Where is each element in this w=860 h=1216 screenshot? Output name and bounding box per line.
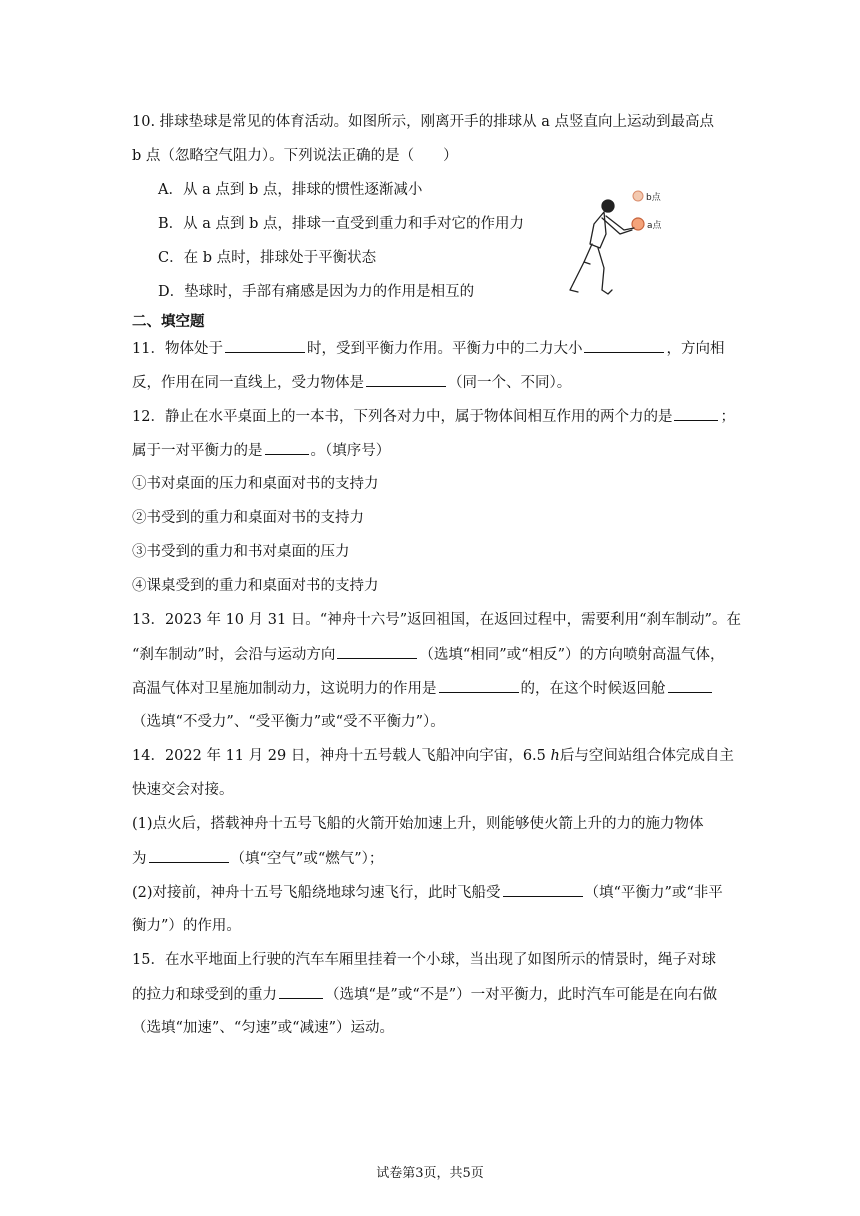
q13-text-2a: “刹车制动”时，会沿与运动方向 (132, 647, 336, 663)
q14-duration-value: 6.5 (522, 748, 546, 764)
q15-line2 (132, 984, 717, 1005)
q14-blank-1 (149, 848, 229, 863)
q12-text-1a: 12．静止在水平桌面上的一本书，下列各对力中，属于物体间相互作用的两个力的是 (132, 409, 673, 425)
q11-text-1c: ，方向相 (666, 341, 725, 357)
q11-line2 (132, 372, 571, 393)
q12-line2 (132, 440, 390, 461)
q14-part2-line2: 衡力”）的作用。 (132, 918, 241, 934)
q13-text-2b: （选填“相同”或“相反”）的方向喷射高温气体， (419, 647, 725, 663)
q11-text-1b: 时，受到平衡力作用。平衡力中的二力大小 (306, 341, 583, 357)
q14-part2-line1 (132, 882, 723, 903)
q15-line3: （选填“加速”、“匀速”或“减速”）运动。 (132, 1020, 394, 1036)
q10-option-b: B．从 a 点到 b 点，排球一直受到重力和手对它的作用力 (158, 216, 525, 232)
q15-text-2b: （选填“是”或“不是”）一对平衡力，此时汽车可能是在向右做 (325, 987, 718, 1003)
q10-stem-line2: b 点（忽略空气阻力）。下列说法正确的是（ ） (132, 148, 458, 164)
q12-item-4: ④课桌受到的重力和桌面对书的支持力 (132, 578, 379, 594)
q15-text-2a: 的拉力和球受到的重力 (132, 987, 277, 1003)
q10-option-d: D．垫球时，手部有痛感是因为力的作用是相互的 (158, 284, 475, 300)
q11-text-1a: 11．物体处于 (132, 341, 223, 357)
page-footer: 试卷第3页，共5页 (376, 1166, 484, 1181)
q12-line1 (132, 406, 735, 427)
q14-part1-line2 (132, 848, 383, 869)
q13-line3 (132, 678, 714, 699)
q13-blank-2 (439, 678, 519, 693)
ball-b-icon (633, 191, 643, 201)
q12-text-2b: 。（填序号） (310, 443, 391, 459)
q14-text-1a: 14．2022 年 11 月 29 日，神舟十五号载人飞船冲向宇宙， (132, 748, 523, 764)
q14-text-p2a: (2)对接前，神舟十五号飞船绕地球匀速飞行，此时飞船受 (132, 885, 501, 901)
q15-blank-1 (279, 984, 323, 999)
q15-line1: 15．在水平地面上行驶的汽车车厢里挂着一个小球，当出现了如图所示的情景时，绳子对球 (132, 952, 716, 968)
section-heading-fill-blank: 二、填空题 (132, 314, 205, 330)
q13-line2 (132, 644, 724, 665)
q12-item-2: ②书受到的重力和桌面对书的支持力 (132, 510, 364, 526)
q14-duration-unit: h (550, 748, 560, 764)
q13-blank-1 (337, 644, 417, 659)
q13-text-3b: 的，在这个时候返回舱 (520, 681, 666, 697)
q13-line1: 13．2023 年 10 月 31 日。“神舟十六号”返回祖国，在返回过程中，需要利用“刹车制动”。在 (132, 612, 741, 628)
q14-text-p1c: （填“空气”或“燃气”）； (230, 851, 384, 867)
figure-label-a: a点 (647, 221, 662, 231)
q14-line2: 快速交会对接。 (132, 782, 234, 798)
q14-text-p1b: 为 (132, 851, 147, 867)
q12-text-1b: ； (720, 409, 735, 425)
q10-option-a: A．从 a 点到 b 点，排球的惯性逐渐减小 (158, 182, 423, 198)
q14-part1-line1: (1)点火后，搭载神舟十五号飞船的火箭开始加速上升，则能够使火箭上升的力的施力物体 (132, 816, 704, 832)
q11-line1 (132, 338, 724, 359)
player-silhouette (570, 200, 634, 294)
q11-text-2b: （同一个、不同）。 (448, 375, 572, 391)
q12-text-2a: 属于一对平衡力的是 (132, 443, 263, 459)
q13-line4: （选填“不受力”、“受平衡力”或“受不平衡力”）。 (132, 714, 445, 730)
q11-blank-3 (366, 372, 446, 387)
q11-blank-1 (225, 338, 305, 353)
q13-text-3a: 高温气体对卫星施加制动力，这说明力的作用是 (132, 681, 437, 697)
q13-blank-3 (668, 678, 712, 693)
q14-text-1b: 后与空间站组合体完成自主 (559, 748, 734, 764)
q14-text-p2b: （填“平衡力”或“非平 (584, 885, 723, 901)
q10-stem-line1: 10. 排球垫球是常见的体育活动。如图所示，刚离开手的排球从 a 点竖直向上运动到最高点 (132, 114, 715, 130)
figure-label-b: b点 (646, 193, 661, 203)
volleyball-player-figure (568, 178, 678, 300)
q10-option-c: C．在 b 点时，排球处于平衡状态 (158, 250, 377, 266)
q12-item-3: ③书受到的重力和书对桌面的压力 (132, 544, 350, 560)
q14-line1 (132, 746, 734, 766)
q11-text-2a: 反，作用在同一直线上，受力物体是 (132, 375, 364, 391)
q14-blank-2 (503, 882, 583, 897)
q12-item-1: ①书对桌面的压力和桌面对书的支持力 (132, 476, 379, 492)
q12-blank-1 (674, 406, 718, 421)
q12-blank-2 (265, 440, 309, 455)
q11-blank-2 (584, 338, 664, 353)
